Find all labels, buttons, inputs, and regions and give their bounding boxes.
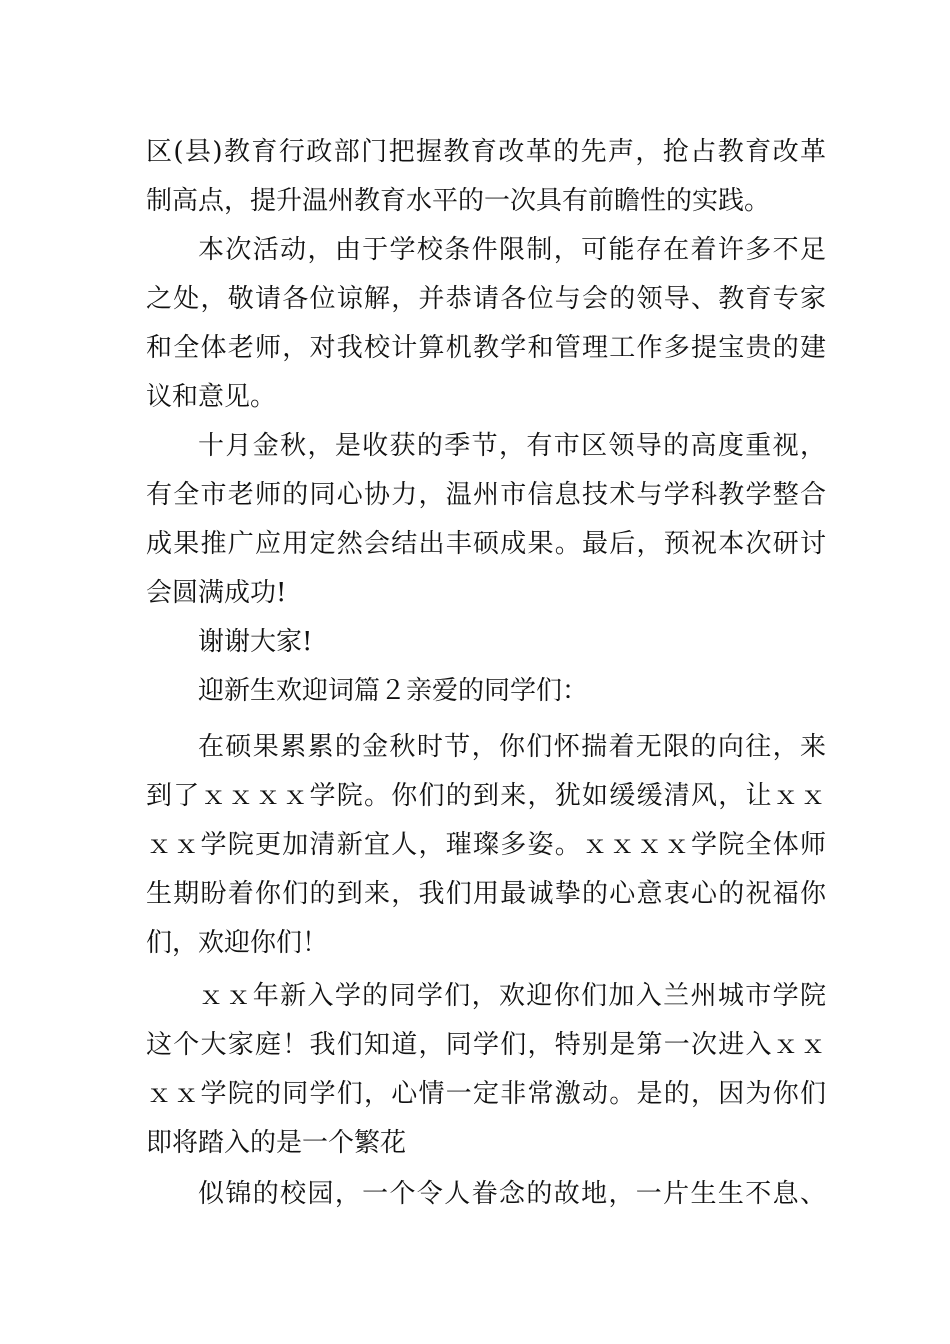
text-line: 会圆满成功!	[146, 578, 287, 608]
text-line: 之处，敬请各位谅解，并恭请各位与会的领导、教育专家	[146, 284, 826, 314]
text-line: 到了ｘｘｘｘ学院。你们的到来，犹如缓缓清风，让ｘｘ	[146, 781, 826, 811]
text-line: 成果推广应用定然会结出丰硕成果。最后，预祝本次研讨	[146, 529, 826, 559]
text-line: 本次活动，由于学校条件限制，可能存在着许多不足	[198, 235, 826, 265]
text-line: 即将踏入的是一个繁花	[146, 1128, 407, 1158]
section-heading: 迎新生欢迎词篇２亲爱的同学们：	[198, 676, 589, 706]
text-line: ｘｘ学院更加清新宜人，璀璨多姿。ｘｘｘｘ学院全体师	[146, 830, 826, 860]
text-line: 区(县)教育行政部门把握教育改革的先声，抢占教育改革	[146, 137, 826, 167]
text-line: 十月金秋，是收获的季节，有市区领导的高度重视，	[198, 431, 826, 461]
text-line: ｘｘ学院的同学们，心情一定非常激动。是的，因为你们	[146, 1079, 826, 1109]
text-line: 有全市老师的同心协力，温州市信息技术与学科教学整合	[146, 480, 826, 510]
text-line: 似锦的校园，一个令人眷念的故地，一片生生不息、	[198, 1179, 826, 1209]
text-line: 议和意见。	[146, 382, 277, 412]
text-line: 和全体老师，对我校计算机教学和管理工作多提宝贵的建	[146, 333, 826, 363]
text-line: 们，欢迎你们！	[146, 928, 329, 958]
text-line: 制高点，提升温州教育水平的一次具有前瞻性的实践。	[146, 186, 771, 216]
text-line: 在硕果累累的金秋时节，你们怀揣着无限的向往，来	[198, 732, 826, 762]
text-line: ｘｘ年新入学的同学们，欢迎你们加入兰州城市学院	[198, 981, 826, 1011]
text-line: 这个大家庭！我们知道，同学们，特别是第一次进入ｘｘ	[146, 1030, 826, 1060]
text-line: 生期盼着你们的到来，我们用最诚挚的心意衷心的祝福你	[146, 879, 826, 909]
text-line: 谢谢大家!	[198, 627, 313, 657]
